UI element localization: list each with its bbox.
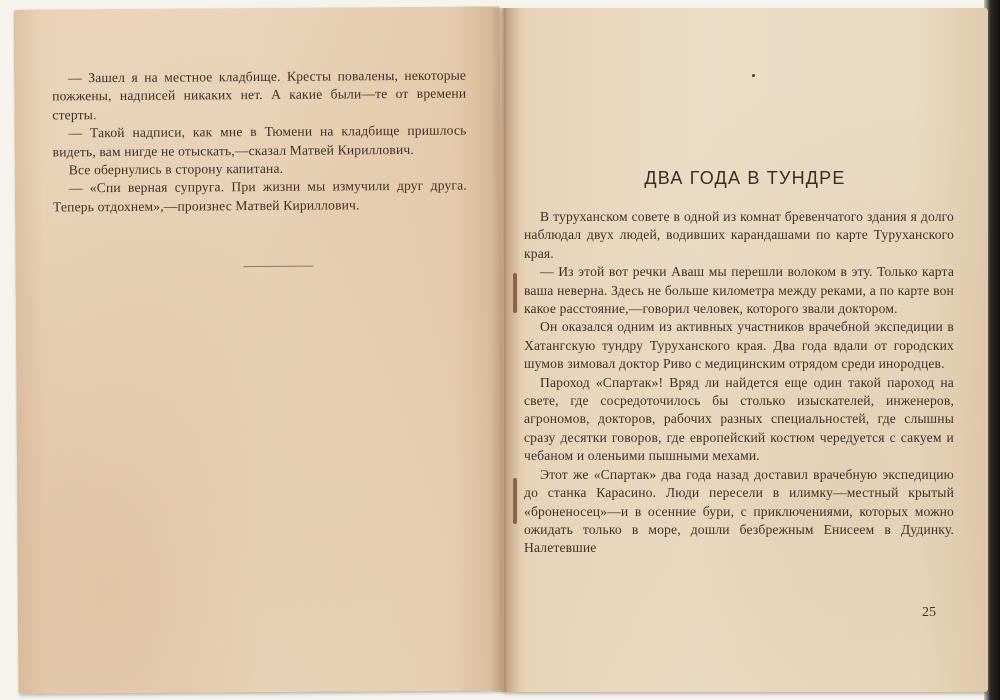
section-divider (243, 266, 313, 267)
right-paragraph-4: Пароход «Спартак»! Вряд ли найдется еще один такой пароход на свете, где сосредоточилось бы столько изыскателей, инженеров, агрономов, докторов, рабочих разных специальностей, где слышны сразу десятки говоров, где европейский костюм чередуется с сакуем и чебаном и оленьими пышными мехами. (524, 374, 954, 464)
left-paragraph-4: — «Спи верная супруга. При жизни мы измучили друг друга. Теперь отдохнем»,—произнес Матвей Кириллович. (52, 177, 467, 215)
right-page (502, 8, 988, 692)
left-page-text (52, 67, 467, 217)
left-page (14, 6, 505, 693)
right-page-text (524, 208, 954, 558)
right-paragraph-3: Он оказался одним из активных участников врачебной экспедиции в Хатангскую тундру Туруханского края. Два года вдали от городских шумов зимовал доктор Риво с медицинским отрядом среди инородцев. (524, 319, 954, 372)
book-gutter (490, 8, 520, 692)
ink-speck (752, 74, 755, 77)
right-paragraph-5: Этот же «Спартак» два года назад доставил врачебную экспедицию до станка Карасино. Люди пересели в илимку—местный крытый «броненосец»—и в осенние бури, с приключениями, которых можно ожидать только в море, дошли безбрежным Енисеем в Дудинку. Налетевшие (524, 466, 954, 556)
binding-staple-bottom (513, 478, 517, 524)
binding-staple-top (513, 273, 517, 313)
page-number: 25 (922, 605, 936, 620)
right-paragraph-2: — Из этой вот речки Аваш мы перешли волоком в эту. Только карта ваша неверна. Здесь не больше километра между реками, а по карте вон какое расстояние,—говорил человек, которого звали доктором. (524, 264, 954, 317)
left-paragraph-2: — Такой надписи, как мне в Тюмени на кладбище пришлось видеть, вам нигде не отыскать,—сказал Матвей Кириллович. (52, 122, 467, 160)
chapter-heading: ДВА ГОДА В ТУНДРЕ (644, 168, 846, 188)
right-paragraph-1: В туруханском совете в одной из комнат бревенчатого здания я долго наблюдал двух людей, водивших карандашами по карте Туруханского края. (524, 209, 954, 261)
left-paragraph-1: — Зашел я на местное кладбище. Кресты повалены, некоторые пожжены, надписей никаких нет. А какие были—те от времени стерты. (52, 67, 467, 123)
left-paragraph-3: Все обернулись в сторону капитана. (68, 160, 284, 178)
open-book (10, 8, 988, 698)
